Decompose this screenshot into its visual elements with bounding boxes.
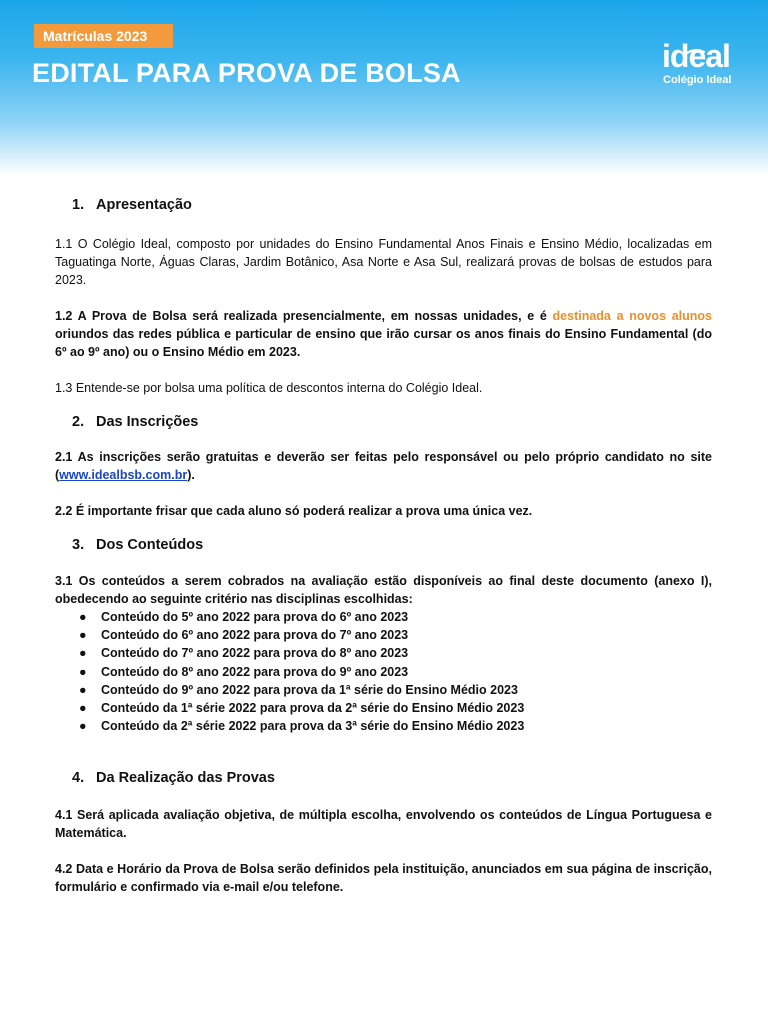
logo-wordmark: ideal (662, 38, 730, 74)
page-title: EDITAL PARA PROVA DE BOLSA (32, 58, 461, 88)
paragraph-3-1: 3.1 Os conteúdos a serem cobrados na avaliação estão disponíveis ao final deste documento (anexo I), obedecendo ao seguinte critério nas disciplinas escolhidas: (55, 574, 712, 606)
section-heading-conteudos: 3. Dos Conteúdos (72, 537, 204, 553)
section-heading-apresentacao: 1. Apresentação (72, 197, 192, 213)
paragraph-2-2: 2.2 É importante frisar que cada aluno só poderá realizar a prova uma única vez. (55, 504, 533, 518)
paragraph-1-2: 1.2 A Prova de Bolsa será realizada presencialmente, em nossas unidades, e é destinada a novos alunos oriundos das redes pública e particular de ensino que irão cursar os anos finais do Ensino Fundamental (do 6º ao 9º ano) ou o Ensino Médio em 2023. (55, 309, 712, 359)
paragraph-4-1: 4.1 Será aplicada avaliação objetiva, de múltipla escolha, envolvendo os conteúdos de Língua Portuguesa e Matemática. (55, 808, 712, 841)
document-body (55, 192, 712, 896)
section-heading-realizacao: 4. Da Realização das Provas (72, 770, 275, 787)
list-item: ● Conteúdo do 7º ano 2022 para prova do 8º ano 2023 (79, 646, 409, 661)
paragraph-4-2: 4.2 Data e Horário da Prova de Bolsa serão definidos pela instituição, anunciados em sua página de inscrição, formulário e confirmado via e-mail e/ou telefone. (55, 862, 712, 895)
list-item: ● Conteúdo da 2ª série 2022 para prova da 3ª série do Ensino Médio 2023 (79, 719, 525, 734)
section-heading-inscricoes: 2. Das Inscrições (72, 414, 199, 430)
content-criteria-list (55, 608, 712, 735)
highlight-new-students: destinada a novos alunos (552, 309, 712, 323)
website-link[interactable]: www.idealbsb.com.br (59, 468, 188, 482)
list-item: ● Conteúdo do 6º ano 2022 para prova do 7º ano 2023 (79, 628, 409, 643)
paragraph-1-3: 1.3 Entende-se por bolsa uma política de descontos interna do Colégio Ideal. (55, 381, 483, 395)
list-item: ● Conteúdo da 1ª série 2022 para prova da 2ª série do Ensino Médio 2023 (79, 701, 525, 716)
list-item: ● Conteúdo do 5º ano 2022 para prova do 6º ano 2023 (79, 610, 409, 624)
logo-swoosh-icon (682, 46, 706, 58)
header-banner (0, 0, 768, 175)
list-item: ● Conteúdo do 8º ano 2022 para prova do 9º ano 2023 (79, 664, 409, 679)
enrollment-badge: Matrículas 2023 (34, 24, 173, 48)
paragraph-2-1: 2.1 As inscrições serão gratuitas e deverão ser feitas pelo responsável ou pelo próprio candidato no site (www.idealbsb.com.br). (55, 450, 712, 482)
logo-subtitle: Colégio Ideal (663, 74, 732, 86)
paragraph-1-1: 1.1 O Colégio Ideal, composto por unidades do Ensino Fundamental Anos Finais e Ensino Médio, localizadas em Taguatinga Norte, Águas Claras, Jardim Botânico, Asa Norte e Asa Sul, realizará provas de bolsas de estudos para 2023. (55, 237, 712, 287)
school-logo (660, 40, 750, 90)
list-item: ● Conteúdo do 9º ano 2022 para prova da 1ª série do Ensino Médio 2023 (79, 682, 518, 697)
